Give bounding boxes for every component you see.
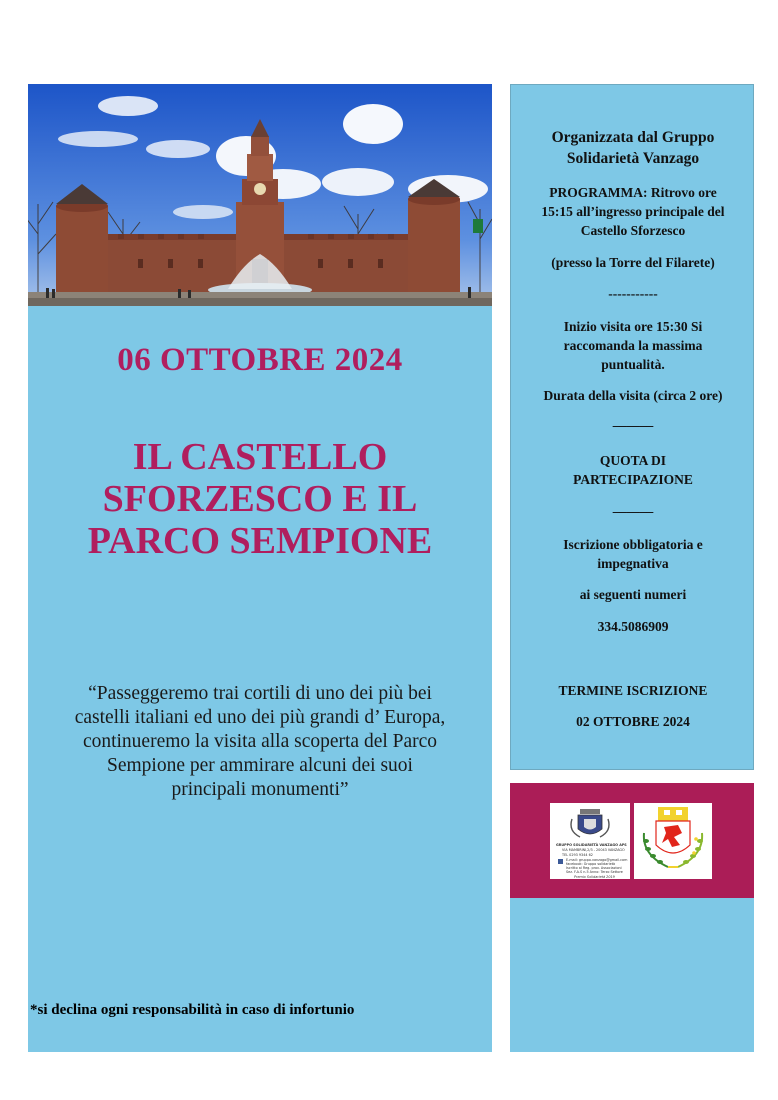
visit-duration: Durata della visita (circa 2 ore): [543, 388, 723, 403]
meeting-point: (presso la Torre del Filarete): [551, 255, 715, 270]
participation-fee: [511, 451, 755, 489]
quote-line: Sempione per ammirare alcuni dei suoi: [107, 755, 413, 776]
registration-deadline-label: TERMINE ISCRIZIONE: [558, 683, 708, 698]
registration-line: impegnativa: [597, 556, 669, 571]
visit-start-line: raccomanda la massima: [563, 338, 703, 353]
program-line: 15:15 all’ingresso principale del: [541, 204, 725, 219]
gsv-phone: TEL 0293 9344 62: [562, 853, 593, 857]
bottom-right-panel: [510, 898, 754, 1052]
organizer-line: Organizzata dal Gruppo: [551, 129, 715, 146]
quote-line: continueremo la visita alla scoperta del Parco: [82, 731, 438, 752]
castle-photo: [28, 84, 492, 306]
registration-info: [511, 535, 755, 573]
gsv-email: E-mail: gruppo.vanzago@gmail.com: [566, 858, 628, 862]
coat-of-arms-icon: [550, 805, 630, 845]
registration-line: Iscrizione obbligatoria e: [563, 537, 703, 552]
left-panel: [28, 84, 492, 1052]
phone-number: 334.5086909: [597, 619, 669, 634]
municipal-crest: [634, 803, 712, 879]
fee-line: PARTECIPAZIONE: [573, 472, 693, 487]
organizer-line: Solidarietà Vanzago: [566, 150, 700, 167]
info-panel: [510, 84, 754, 770]
separator: ______: [612, 413, 654, 428]
gsv-logo: [550, 803, 630, 879]
quote-line: principali monumenti”: [171, 779, 349, 800]
visit-start: [511, 317, 755, 374]
separator: ______: [612, 499, 654, 514]
event-title-line: PARCO SEMPIONE: [87, 520, 433, 562]
program-info: [511, 183, 755, 240]
disclaimer: *si declina ogni responsabilità in caso di infortunio: [30, 1002, 355, 1018]
gsv-award: Premio Solidarietà 2019: [574, 875, 615, 879]
gsv-address: VIA MAMBRINI,2/3 - 20043 VANZAGO: [562, 848, 625, 852]
event-title-line: SFORZESCO E IL: [102, 478, 418, 520]
organizer: [511, 127, 755, 169]
registration-deadline-date: 02 OTTOBRE 2024: [576, 714, 690, 729]
quote-line: castelli italiani ed uno dei più grandi d’ Europa,: [74, 707, 446, 728]
fee-line: QUOTA DI: [599, 453, 667, 468]
event-description-quote: [48, 682, 472, 802]
facebook-icon: [558, 859, 563, 864]
numbers-label: ai seguenti numeri: [579, 587, 687, 602]
gsv-facebook: facebook: Gruppo solidarietà: [566, 862, 616, 866]
visit-start-line: Inizio visita ore 15:30 Si: [563, 319, 703, 334]
event-date: 06 OTTOBRE 2024: [117, 342, 403, 378]
program-line: PROGRAMMA: Ritrovo ore: [549, 185, 717, 200]
crest-icon: [634, 803, 712, 879]
logo-band: [510, 783, 754, 898]
gsv-registry: Iscritto al Reg. prov. Associazioni: [566, 866, 622, 870]
gsv-name: GRUPPO SOLIDARIETÀ VANZAGO APS: [556, 843, 627, 847]
event-title-line: IL CASTELLO: [132, 436, 388, 478]
visit-start-line: puntualità.: [601, 357, 665, 372]
separator: -----------: [608, 286, 658, 301]
gsv-section: Sez. F.A.S n.5 Anno: Terzo Settore: [566, 870, 623, 874]
quote-line: “Passeggeremo trai cortili di uno dei più bei: [88, 683, 432, 704]
program-line: Castello Sforzesco: [580, 223, 686, 238]
event-title: [48, 436, 472, 562]
